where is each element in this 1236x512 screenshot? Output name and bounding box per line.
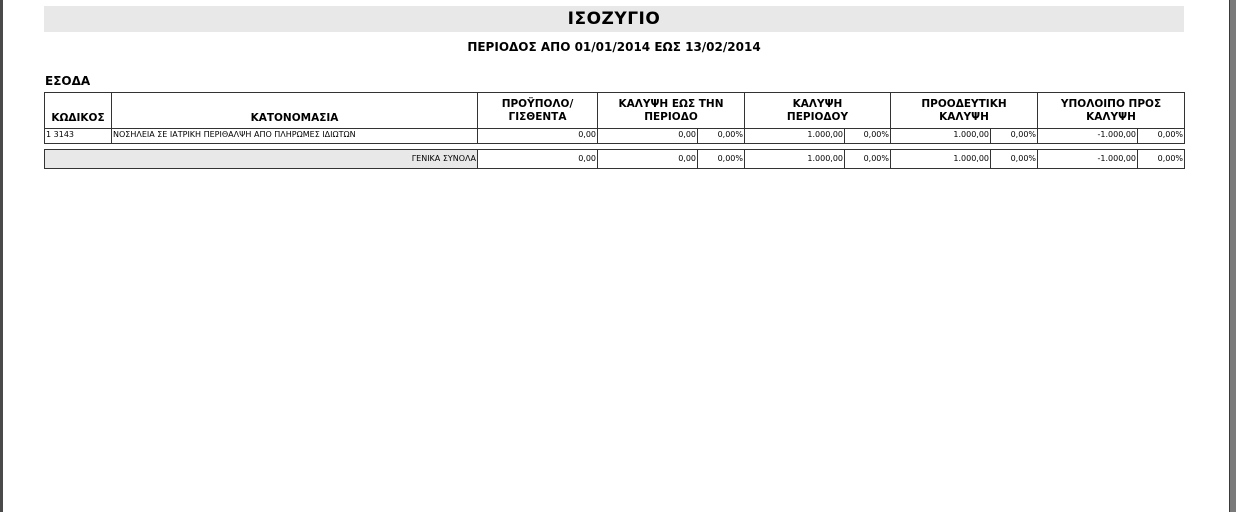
header-coverage-to-period-line2: ΠΕΡΙΟΔΟ (644, 110, 698, 123)
balance-table (44, 92, 1185, 169)
header-budget (478, 93, 598, 129)
header-period-coverage-line1: ΚΑΛΥΨΗ (792, 97, 843, 110)
row-remaining: -1.000,00 (1038, 129, 1138, 144)
header-name: ΚΑΤΟΝΟΜΑΣΙΑ (112, 93, 478, 129)
row-code: 1 3143 (45, 129, 112, 144)
row-progressive-coverage-pct: 0,00% (991, 129, 1038, 144)
row-remaining-pct: 0,00% (1138, 129, 1185, 144)
header-budget-line2: ΓΙΣΘΕΝΤΑ (508, 110, 567, 123)
header-period-coverage (745, 93, 891, 129)
report-period: ΠΕΡΙΟΔΟΣ ΑΠΟ 01/01/2014 ΕΩΣ 13/02/2014 (467, 40, 761, 54)
row-progressive-coverage: 1.000,00 (891, 129, 991, 144)
totals-remaining: -1.000,00 (1038, 150, 1138, 169)
totals-period-coverage: 1.000,00 (745, 150, 845, 169)
header-progressive-coverage-line2: ΚΑΛΥΨΗ (939, 110, 989, 123)
row-period-coverage-pct: 0,00% (845, 129, 891, 144)
scrollbar-gutter[interactable] (1229, 0, 1236, 512)
header-progressive-coverage-line1: ΠΡΟΟΔΕΥΤΙΚΗ (921, 97, 1007, 110)
report-title-bar (44, 6, 1184, 32)
totals-coverage-to-period: 0,00 (598, 150, 698, 169)
row-coverage-to-period-pct: 0,00% (698, 129, 745, 144)
totals-label: ΓΕΝΙΚΑ ΣΥΝΟΛΑ (45, 150, 478, 169)
header-coverage-to-period-line1: ΚΑΛΥΨΗ ΕΩΣ ΤΗΝ (618, 97, 724, 110)
totals-period-coverage-pct: 0,00% (845, 150, 891, 169)
totals-budget: 0,00 (478, 150, 598, 169)
header-progressive-coverage (891, 93, 1038, 129)
row-coverage-to-period: 0,00 (598, 129, 698, 144)
header-period-coverage-line2: ΠΕΡΙΟΔΟΥ (786, 110, 849, 123)
header-remaining (1038, 93, 1185, 129)
table-header-row (45, 93, 1185, 129)
table-row (45, 129, 1185, 144)
row-budget: 0,00 (478, 129, 598, 144)
header-remaining-line2: ΚΑΛΥΨΗ (1086, 110, 1136, 123)
totals-progressive-coverage-pct: 0,00% (991, 150, 1038, 169)
header-coverage-to-period (598, 93, 745, 129)
header-code: ΚΩΔΙΚΟΣ (45, 93, 112, 129)
totals-remaining-pct: 0,00% (1138, 150, 1185, 169)
section-label: ΕΣΟΔΑ (45, 74, 91, 88)
totals-row (45, 150, 1185, 169)
row-period-coverage: 1.000,00 (745, 129, 845, 144)
header-remaining-line1: ΥΠΟΛΟΙΠΟ ΠΡΟΣ (1060, 97, 1162, 110)
totals-coverage-to-period-pct: 0,00% (698, 150, 745, 169)
report-title: ΙΣΟΖΥΓΙΟ (567, 9, 661, 29)
header-budget-line1: ΠΡΟΫΠΟΛΟ/ (501, 97, 574, 110)
totals-progressive-coverage: 1.000,00 (891, 150, 991, 169)
left-border (0, 0, 3, 512)
row-name: ΝΟΣΗΛΕΙΑ ΣΕ ΙΑΤΡΙΚΗ ΠΕΡΙΘΑΛΨΗ ΑΠΟ ΠΛΗΡΩΜΕΣ ΙΔΙΩΤΩΝ (112, 129, 478, 144)
